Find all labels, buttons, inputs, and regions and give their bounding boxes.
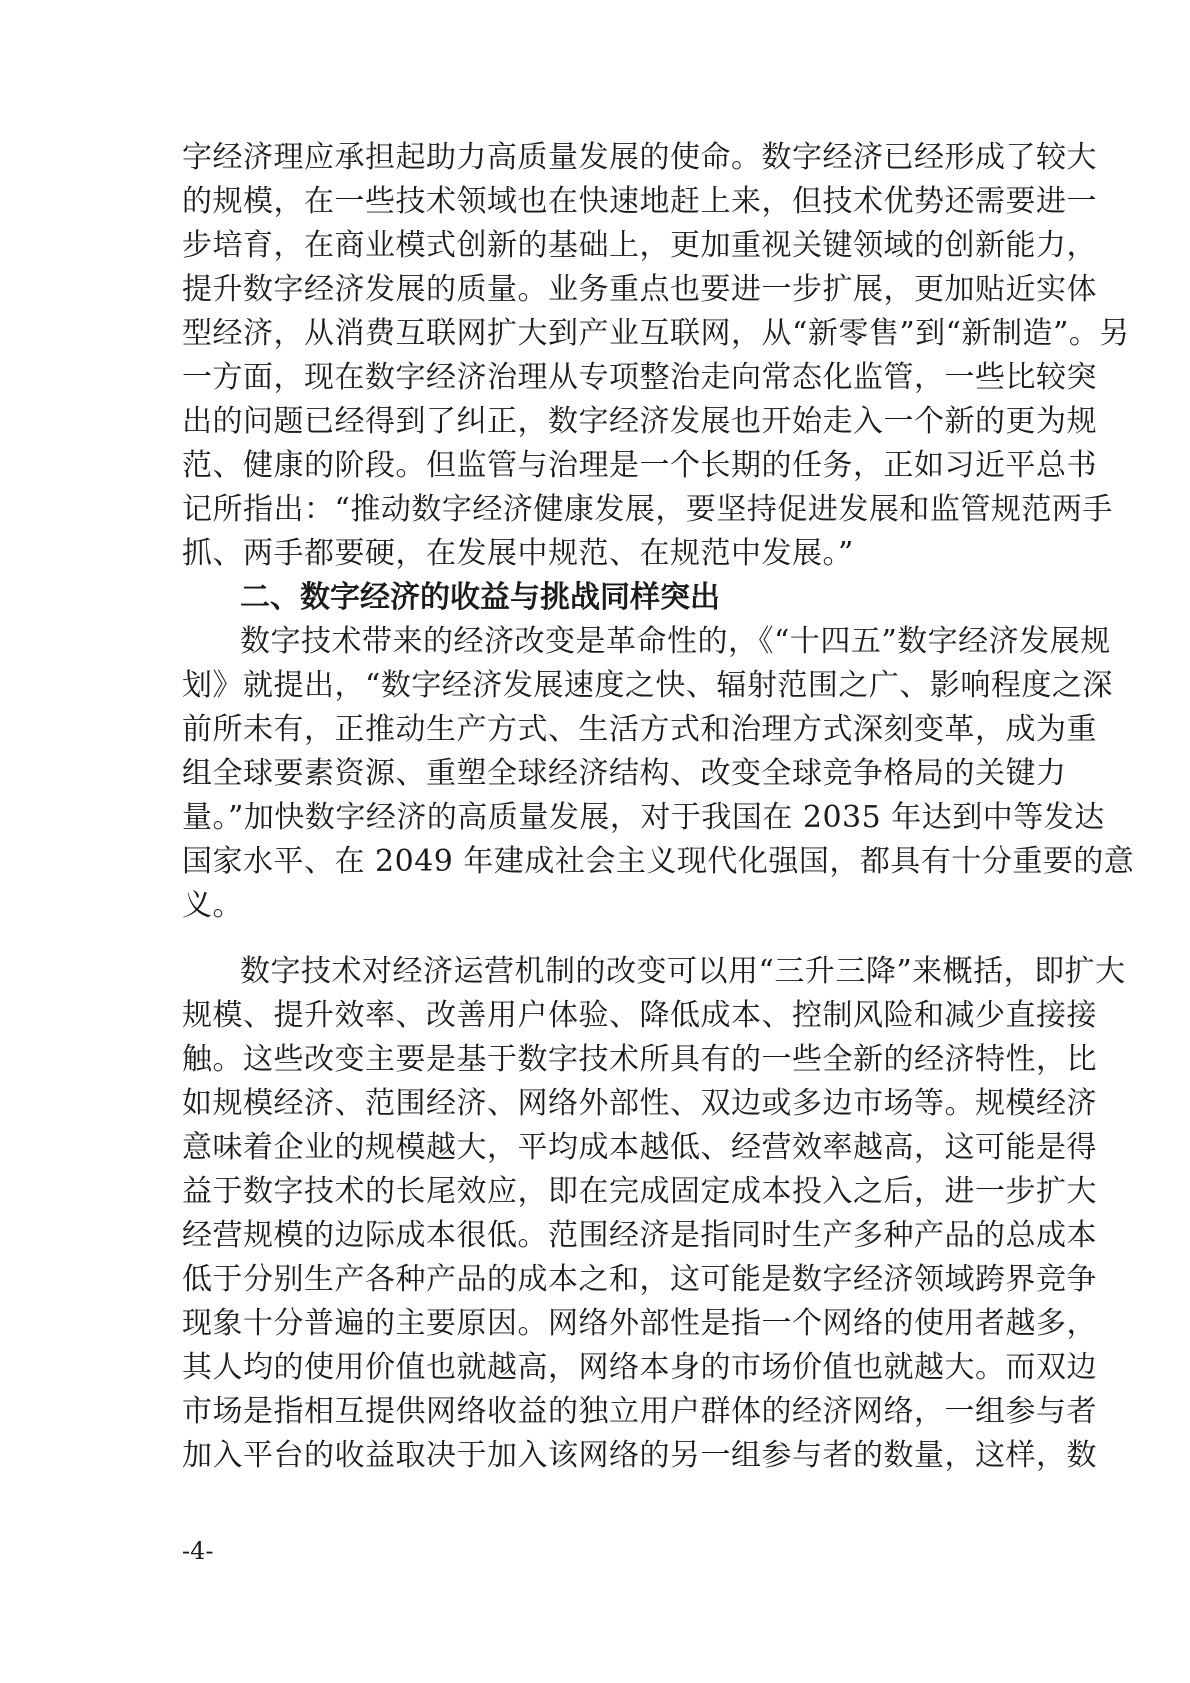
text-line: 步培育，在商业模式创新的基础上，更加重视关键领域的创新能力， [182,228,1097,263]
text-line: 触。这些改变主要是基于数字技术所具有的一些全新的经济特性，比 [182,1042,1097,1077]
text-line: 意味着企业的规模越大，平均成本越低、经营效率越高，这可能是得 [182,1130,1097,1165]
text-line: 国家水平、在 2049 年建成社会主义现代化强国，都具有十分重要的意 [182,844,1135,879]
section-heading: 二、数字经济的收益与挑战同样突出 [240,580,720,615]
text-line: 抓、两手都要硬，在发展中规范、在规范中发展。” [182,536,854,571]
text-line: 范、健康的阶段。但监管与治理是一个长期的任务，正如习近平总书 [182,448,1097,483]
text-line: 现象十分普遍的主要原因。网络外部性是指一个网络的使用者越多， [182,1306,1097,1341]
text-line: 市场是指相互提供网络收益的独立用户群体的经济网络，一组参与者 [182,1394,1097,1429]
text-line: 前所未有，正推动生产方式、生活方式和治理方式深刻变革，成为重 [182,712,1097,747]
text-line: 出的问题已经得到了纠正，数字经济发展也开始走入一个新的更为规 [182,404,1097,439]
text-line: 型经济，从消费互联网扩大到产业互联网，从“新零售”到“新制造”。另 [182,316,1130,351]
text-line: 数字技术带来的经济改变是革命性的，《“十四五”数字经济发展规 [240,624,1111,659]
text-line: 组全球要素资源、重塑全球经济结构、改变全球竞争格局的关键力 [182,756,1067,791]
text-line: 的规模，在一些技术领域也在快速地赶上来，但技术优势还需要进一 [182,184,1097,219]
text-line: 一方面，现在数字经济治理从专项整治走向常态化监管，一些比较突 [182,360,1097,395]
text-line: 数字技术对经济运营机制的改变可以用“三升三降”来概括，即扩大 [240,954,1126,989]
text-line: 记所指出：“推动数字经济健康发展，要坚持促进发展和监管规范两手 [182,492,1113,527]
text-line: 如规模经济、范围经济、网络外部性、双边或多边市场等。规模经济 [182,1086,1097,1121]
text-line: 规模、提升效率、改善用户体验、降低成本、控制风险和减少直接接 [182,998,1097,1033]
text-line: 益于数字技术的长尾效应，即在完成固定成本投入之后，进一步扩大 [182,1174,1097,1209]
text-line: 低于分别生产各种产品的成本之和，这可能是数字经济领域跨界竞争 [182,1262,1097,1297]
text-line: 经营规模的边际成本很低。范围经济是指同时生产多种产品的总成本 [182,1218,1097,1253]
text-line: 字经济理应承担起助力高质量发展的使命。数字经济已经形成了较大 [182,140,1097,175]
page-number: -4- [182,1537,214,1565]
text-line: 量。”加快数字经济的高质量发展，对于我国在 2035 年达到中等发达 [182,800,1105,835]
text-line: 义。 [182,888,243,923]
text-line: 加入平台的收益取决于加入该网络的另一组参与者的数量，这样，数 [182,1438,1097,1473]
text-line: 其人均的使用价值也就越高，网络本身的市场价值也就越大。而双边 [182,1350,1097,1385]
text-line: 划》就提出，“数字经济发展速度之快、辐射范围之广、影响程度之深 [182,668,1113,703]
text-line: 提升数字经济发展的质量。业务重点也要进一步扩展，更加贴近实体 [182,272,1097,307]
